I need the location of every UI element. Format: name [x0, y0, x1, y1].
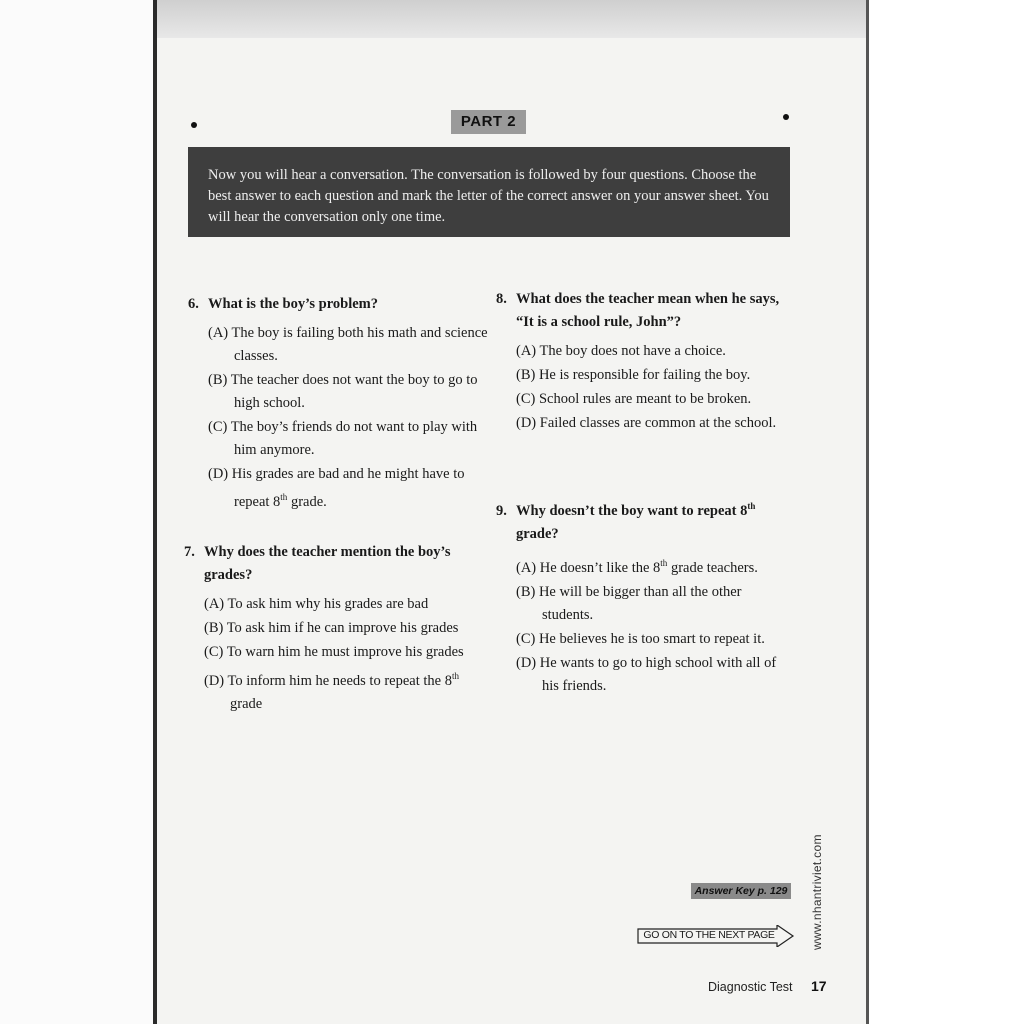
option-a[interactable]: (A) To ask him why his grades are bad	[204, 596, 429, 612]
question-number: 7.	[184, 544, 195, 560]
option-a[interactable]: (A) The boy is failing both his math and science classes.	[208, 325, 488, 364]
next-page-label: GO ON TO THE NEXT PAGE	[643, 929, 775, 941]
option-b[interactable]: (B) The teacher does not want the boy to go to high school.	[208, 372, 478, 411]
question-text: What is the boy’s problem?	[208, 296, 378, 312]
watermark: www.nhantriviet.com	[810, 834, 824, 950]
question-text: Why does the teacher mention the boy’s grades?	[204, 544, 451, 583]
option-c[interactable]: (C) To warn him he must improve his grades	[204, 644, 464, 660]
question-9	[496, 495, 796, 699]
question-8	[496, 288, 791, 436]
option-b[interactable]: (B) To ask him if he can improve his grades	[204, 620, 459, 636]
page-number: 17	[811, 978, 827, 994]
option-d[interactable]: (D) He wants to go to high school with all of his friends.	[516, 654, 777, 694]
question-6	[188, 293, 488, 515]
next-page-button[interactable]	[637, 925, 797, 947]
option-c[interactable]: (C) School rules are meant to be broken.	[516, 391, 752, 407]
option-b[interactable]: (B) He is responsible for failing the boy.	[516, 367, 751, 383]
right-scan-margin	[869, 0, 1024, 1024]
option-d[interactable]: (D) His grades are bad and he might have to repeat 8th grade.	[208, 466, 465, 510]
option-d[interactable]: (D) To inform him he needs to repeat the 8th grade	[204, 671, 459, 712]
question-text: What does the teacher mean when he says, “It is a school rule, John”?	[516, 291, 780, 330]
answer-key-label: Answer Key p. 129	[691, 883, 791, 899]
instructions-box: Now you will hear a conversation. The conversation is followed by four questions. Choose the best answer to each question and mark the letter of the correct answer on your answer sheet. You will hear the conversation only one time.	[188, 147, 790, 237]
question-7	[184, 541, 484, 717]
option-c[interactable]: (C) The boy’s friends do not want to play with him anymore.	[208, 419, 478, 458]
top-scan-strip	[157, 0, 867, 38]
question-number: 8.	[496, 291, 507, 307]
question-number: 9.	[496, 502, 507, 519]
left-scan-margin	[0, 0, 153, 1024]
question-text: Why doesn’t the boy want to repeat 8th grade?	[516, 501, 756, 542]
question-number: 6.	[188, 296, 199, 312]
footer-section-label: Diagnostic Test	[708, 980, 793, 994]
option-a[interactable]: (A) The boy does not have a choice.	[516, 343, 726, 359]
part-label: PART 2	[451, 110, 526, 134]
option-c[interactable]: (C) He believes he is too smart to repeat it.	[516, 630, 765, 647]
bullet-right	[783, 114, 789, 120]
bullet-left	[191, 122, 197, 128]
option-a[interactable]: (A) He doesn’t like the 8th grade teachers.	[516, 557, 758, 576]
option-d[interactable]: (D) Failed classes are common at the school.	[516, 415, 777, 431]
option-b[interactable]: (B) He will be bigger than all the other students.	[516, 583, 742, 623]
